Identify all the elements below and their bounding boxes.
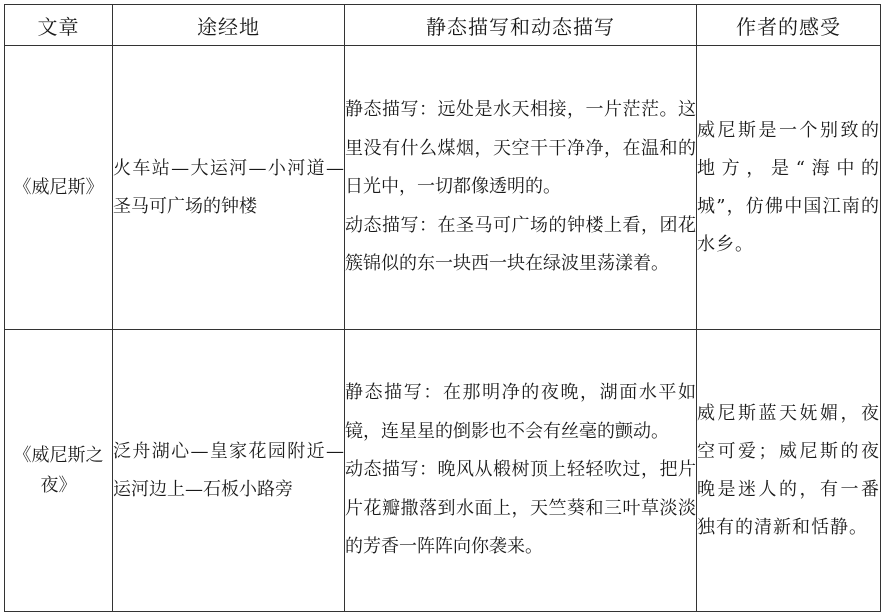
dynamic-description: 动态描写：晚风从椴树顶上轻轻吹过，把片片花瓣撒落到水面上，天竺葵和三叶草淡淡的芳香一阵阵向你袭来。 (345, 459, 696, 558)
article-title: 《威尼斯》 (5, 46, 113, 330)
static-description: 静态描写：在那明净的夜晚，湖面水平如镜，连星星的倒影也不会有丝毫的颤动。 (345, 382, 696, 442)
table-row (5, 46, 881, 330)
header-route: 途经地 (113, 5, 345, 46)
feeling-text: 威尼斯蓝天妩媚，夜空可爱；威尼斯的夜晚是迷人的，有一番独有的清新和恬静。 (697, 330, 881, 612)
header-article: 文章 (5, 5, 113, 46)
description-cell (345, 330, 697, 612)
table-row (5, 330, 881, 612)
feeling-text: 威尼斯是一个别致的地方，是“海中的城”，仿佛中国江南的水乡。 (697, 46, 881, 330)
article-title: 《威尼斯之夜》 (5, 330, 113, 612)
description-cell (345, 46, 697, 330)
header-row (5, 5, 881, 46)
static-description: 静态描写：远处是水天相接，一片茫茫。这里没有什么煤烟，天空干干净净，在温和的日光中，一切都像透明的。 (345, 99, 696, 198)
header-feeling: 作者的感受 (697, 5, 881, 46)
route-text: 泛舟湖心—皇家花园附近—运河边上—石板小路旁 (113, 330, 345, 612)
dynamic-description: 动态描写：在圣马可广场的钟楼上看，团花簇锦似的东一块西一块在绿波里荡漾着。 (345, 214, 696, 275)
route-text: 火车站—大运河—小河道—圣马可广场的钟楼 (113, 46, 345, 330)
comparison-table (4, 4, 881, 612)
header-description: 静态描写和动态描写 (345, 5, 697, 46)
